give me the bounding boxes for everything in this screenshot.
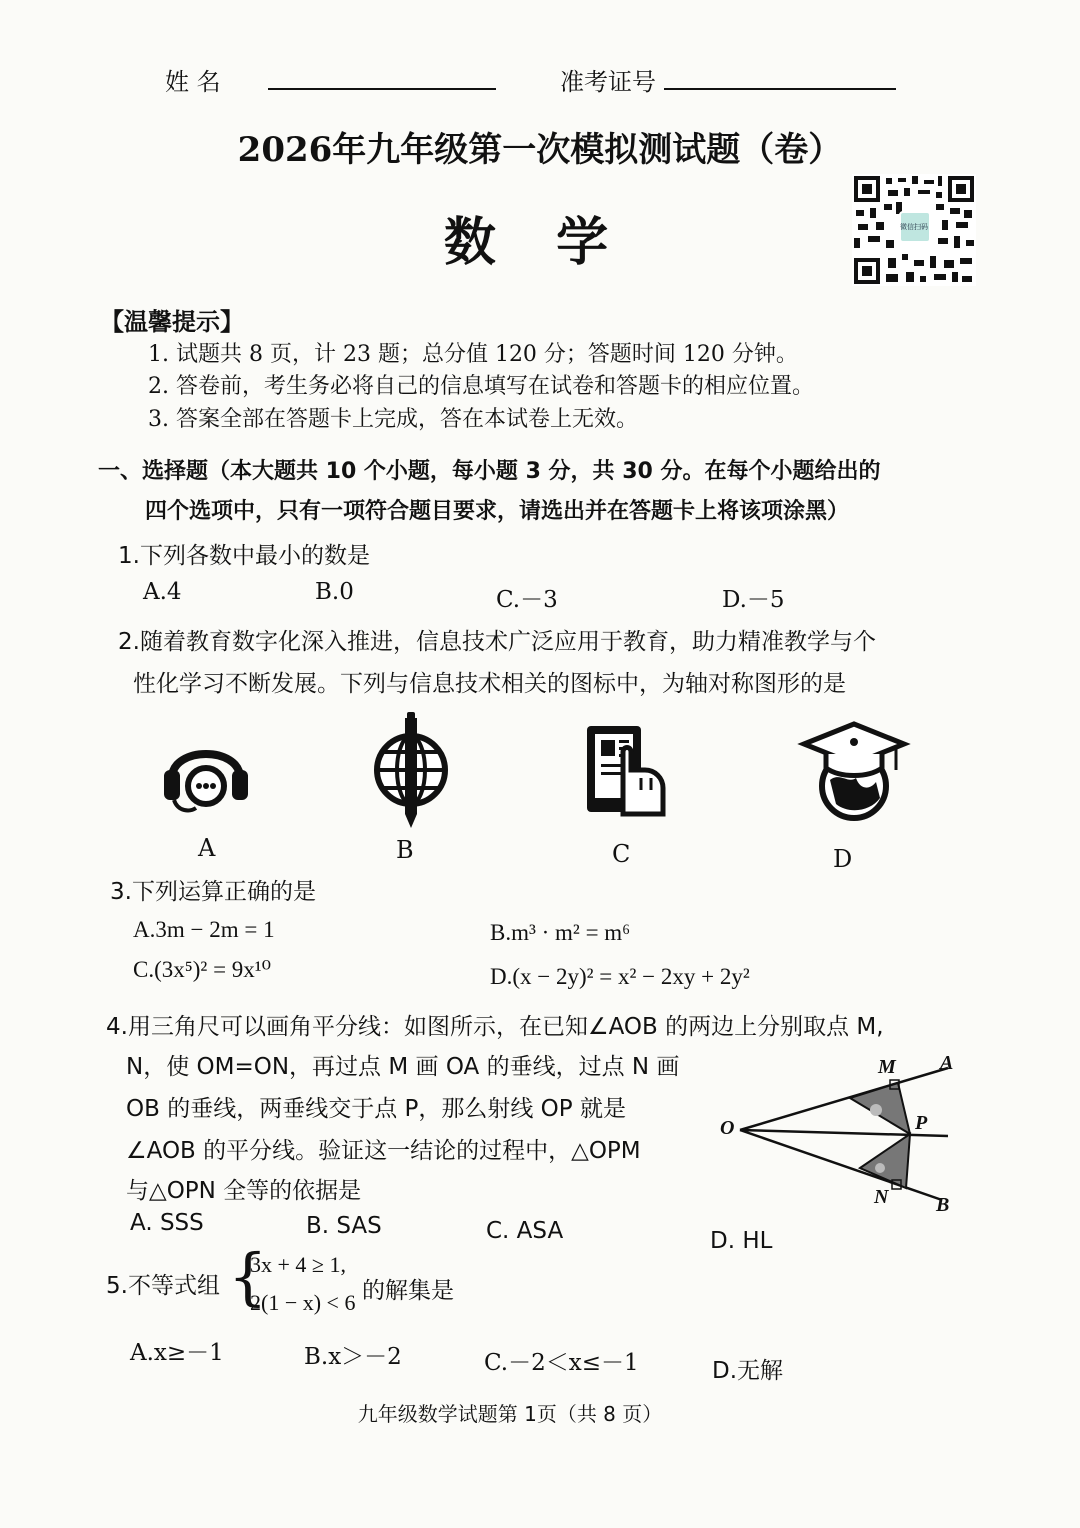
globe-pen-icon[interactable] (372, 710, 450, 830)
tips-heading: 【温馨提示】 (100, 307, 244, 336)
question-5-stem: 5.不等式组 (106, 1273, 220, 1299)
question-1-stem: 1.下列各数中最小的数是 (118, 543, 370, 569)
inequality-2: 2(1 − x) < 6 (250, 1290, 356, 1315)
q1-option-b[interactable]: B.0 (315, 579, 354, 605)
question-4-stem-cont: N，使 OM=ON，再过点 M 画 OA 的垂线，过点 N 画 (126, 1054, 680, 1080)
point-o-label: O (720, 1117, 735, 1139)
q5-option-b[interactable]: B.x＞－2 (304, 1344, 402, 1370)
question-2-stem-cont: 性化学习不断发展。下列与信息技术相关的图标中，为轴对称图形的是 (133, 671, 846, 697)
question-4-stem-cont: OB 的垂线，两垂线交于点 P，那么射线 OP 就是 (126, 1096, 626, 1122)
point-a-label: A (940, 1052, 954, 1074)
q4-option-a[interactable]: A. SSS (130, 1210, 204, 1236)
name-label: 姓 名 (165, 68, 221, 96)
subject-title: 数 学 (443, 212, 617, 273)
headset-icon[interactable] (160, 728, 252, 814)
tip-item: 1. 试题共 8 页，计 23 题；总分值 120 分；答题时间 120 分钟。 (148, 342, 798, 367)
point-n-label: N (874, 1186, 889, 1208)
q5-option-a[interactable]: A.x≥－1 (130, 1340, 224, 1366)
q3-option-c[interactable]: C.(3x⁵)² = 9x¹⁰ (133, 957, 271, 982)
q4-option-d[interactable]: D. HL (710, 1228, 773, 1254)
q1-option-a[interactable]: A.4 (143, 579, 182, 605)
q1-option-c[interactable]: C.－3 (496, 587, 558, 613)
inequality-1: 3x + 4 ≥ 1, (250, 1252, 346, 1277)
q5-option-c[interactable]: C.－2＜x≤－1 (484, 1350, 639, 1376)
qr-center-label: 微信扫码 (900, 223, 928, 231)
q1-option-d[interactable]: D.－5 (722, 587, 785, 613)
q2-option-c[interactable]: C (612, 840, 631, 868)
page-footer: 九年级数学试题第 1页（共 8 页） (357, 1402, 663, 1426)
q3-option-d[interactable]: D.(x − 2y)² = x² − 2xy + 2y² (490, 964, 750, 989)
q2-option-d[interactable]: D (833, 845, 853, 873)
q5-option-d[interactable]: D.无解 (712, 1358, 784, 1384)
graduation-globe-icon[interactable] (800, 720, 908, 820)
q4-option-c[interactable]: C. ASA (486, 1218, 564, 1244)
angle-bisector-figure (710, 1050, 970, 1220)
point-b-label: B (936, 1194, 950, 1216)
question-3-stem: 3.下列运算正确的是 (110, 879, 316, 905)
point-m-label: M (878, 1056, 896, 1078)
q3-option-b[interactable]: B.m³ · m² = m⁶ (490, 920, 631, 945)
q2-option-a[interactable]: A (198, 834, 216, 862)
exam-title: 2026年九年级第一次模拟测试题（卷） (237, 130, 843, 170)
tip-item: 2. 答卷前，考生务必将自己的信息填写在试卷和答题卡的相应位置。 (148, 374, 814, 399)
section-heading: 一、选择题（本大题共 10 个小题，每小题 3 分，共 30 分。在每个小题给出的 (98, 459, 881, 484)
exam-number-label: 准考证号 (560, 68, 656, 96)
system-brace: { (228, 1240, 268, 1313)
q4-option-b[interactable]: B. SAS (306, 1213, 382, 1239)
exam-number-field[interactable] (664, 88, 896, 90)
q2-option-b[interactable]: B (396, 836, 414, 864)
tip-item: 3. 答案全部在答题卡上完成，答在本试卷上无效。 (148, 407, 638, 432)
question-4-stem-cont: ∠AOB 的平分线。验证这一结论的过程中，△OPM (126, 1138, 641, 1164)
tablet-hand-icon[interactable] (583, 722, 669, 818)
question-2-stem: 2.随着教育数字化深入推进，信息技术广泛应用于教育，助力精准教学与个 (118, 629, 876, 655)
question-5-stem-cont: 的解集是 (362, 1278, 454, 1304)
section-heading-cont: 四个选项中，只有一项符合题目要求，请选出并在答题卡上将该项涂黑） (145, 499, 850, 524)
q3-option-a[interactable]: A.3m − 2m = 1 (133, 917, 275, 942)
question-4-stem-cont: 与△OPN 全等的依据是 (126, 1178, 362, 1204)
question-4-stem: 4.用三角尺可以画角平分线：如图所示，在已知∠AOB 的两边上分别取点 M, (106, 1014, 884, 1040)
point-p-label: P (915, 1112, 928, 1134)
name-field[interactable] (268, 88, 496, 90)
